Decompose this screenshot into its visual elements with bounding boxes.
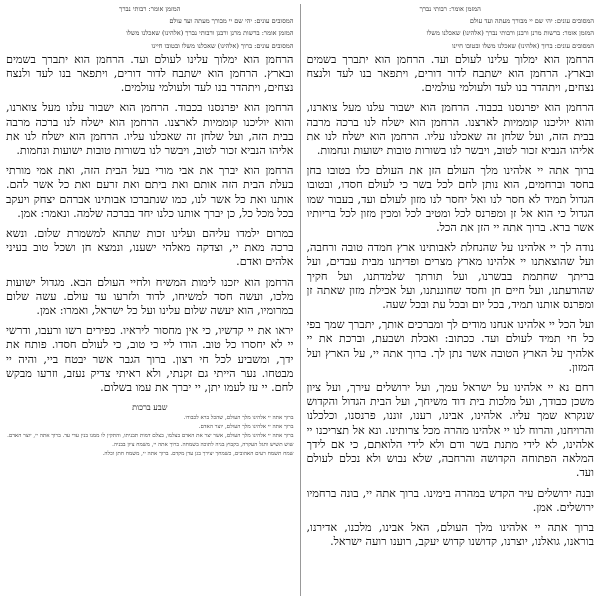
paragraph: ברוך אתה יי אלהינו מלך העולם, האל אבינו, מלכנו, אדירנו, בוראנו, גואלנו, יוצרנו, קדושנו קדוש יעקב, רוענו רועה ישראל. (306, 520, 594, 549)
paragraph: יראו את יי קדשיו, כי אין מחסור ליראיו. כפירים רשו ורעבו, ודרשי יי לא יחסרו כל טוב. הודו ליי כי טוב, כי לעולם חסדו. פותח את ידך, ומשביע לכל חי רצון. ברוך הגבר אשר יבטח ביי, והיה יי מבטחו. נער הייתי גם זקנתי, ולא ראיתי צדיק נעזב, וזרעו מבקש לחם. יי עז לעמו יתן, יי יברך את עמו בשלום. (6, 324, 294, 395)
response-blessed-line: המסובים עונים: ברוך (אלהינו) שאכלנו משלו ובטובו חיינו (452, 41, 594, 50)
response-line: המסובים עונים: יהי שם יי מבורך מעתה ועד עולם (169, 17, 294, 26)
paragraph: רחם נא יי אלהינו על ישראל עמך, ועל ירושלים עירך, ועל ציון משכן כבודך, ועל מלכות בית דוד משיחך, ועל הבית הגדול והקדוש שנקרא שמך עליו. אלהינו, אבינו, רענו, זוננו, פרנסנו, וכלכלנו והרויחנו, והרוח לנו יי אלהינו מהרה מכל צרותינו. ונא אל תצריכנו יי אלהינו, לא לידי מתנת בשר ודם ולא לידי הלואתם, כי אם לידך המלאה הפתוחה הקדושה והרחבה, שלא נבוש ולא נכלם לעולם ועד. (306, 381, 594, 480)
blessing-line: שמח תשמח רעים האהובים, כשמחך יצירך בגן עדן מקדם. ברוך אתה יי, משמח חתן וכלה. (102, 451, 294, 458)
paragraph: הרחמן הוא יברך את אבי מורי בעל הבית הזה, ואת אמי מורתי בעלת הבית הזה אותם ואת ביתם ואת זרעם ואת כל אשר להם. אותנו ואת כל אשר לנו, כמו שנתברכו אבותינו אברהם יצחק ויעקב בכל מכל כל, כן יברך אותנו כלנו יחד בברכה שלמה. ונאמר: אמן. (6, 164, 294, 220)
column-divider (300, 4, 301, 596)
column-right (307, 4, 595, 596)
column-left (6, 4, 294, 596)
paragraph: נודה לך יי אלהינו על שהנחלת לאבותינו ארץ חמדה טובה ורחבה, ועל שהוצאתנו יי אלהינו מארץ מצרים ופדיתנו מבית עבדים, ועל בריתך שחתמת בבשרנו, ועל תורתך שלמדתנו, ועל חקיך שהודעתנו, ועל חיים חן וחסד שחוננתנו, ועל אכילת מזון שאתה זן ומפרנס אותנו תמיד, בכל יום ובכל עת ובכל שעה. (306, 241, 594, 312)
paragraph: ועל הכל יי אלהינו אנחנו מודים לך ומברכים אותך, יתברך שמך בפי כל חי תמיד לעולם ועד. ככתוב: ואכלת ושבעת, וברכת את יי אלהיך על הארץ הטובה אשר נתן לך. ברוך אתה יי, על הארץ ועל המזון. (306, 318, 594, 374)
blessing-line: ברוך אתה יי אלהינו מלך העולם, אשר יצר את האדם בצלמו, בצלם דמות תבניתו, והתקין לו ממנו בנין עדי עד. ברוך אתה יי, יוצר האדם. (7, 433, 294, 440)
blessing-line: ברוך אתה יי אלהינו מלך העולם, יוצר האדם. (198, 424, 294, 431)
blessing-line: ברוך אתה יי אלהינו מלך העולם, שהכל ברא לכבודו. (183, 415, 294, 422)
section-heading: שבע ברכות (132, 403, 168, 413)
paragraph: במרום ילמדו עליהם ועלינו זכות שתהא למשמרת שלום. ונשא ברכה מאת יי, וצדקה מאלהי ישענו, ונמצא חן ושכל טוב בעיני אלהים ואדם. (6, 227, 294, 269)
paragraph: ובנה ירושלים עיר הקדש במהרה בימינו. ברוך אתה יי, בונה ברחמיו ירושלים. אמן. (306, 486, 594, 514)
leader-permission-line: המזמן אומר: ברשות מרנן ורבנן ורבותי נברך (אלהינו) שאכלנו משלו (126, 29, 294, 38)
paragraph: הרחמן הוא ימלוך עלינו לעולם ועד. הרחמן הוא יתברך בשמים ובארץ. הרחמן הוא ישתבח לדור דורים, ויתפאר בנו לעד ולנצח נצחים, ויתהדר בנו לעד ולעולמי עולמים. (306, 52, 594, 95)
blessing-line: שוש תשיש ותגל העקרה, בקבוץ בניה לתוכה בשמחה. ברוך אתה יי, משמח ציון בבניה. (112, 442, 294, 449)
leader-invitation-line: המזמן אומר: רבותי נברך (119, 5, 181, 13)
response-line: המסובים עונים: יהי שם יי מבורך מעתה ועד עולם (469, 17, 594, 26)
paragraph: הרחמן הוא יפרנסנו בכבוד. הרחמן הוא ישבור עלנו מעל צוארנו, והוא יוליכנו קוממיות לארצנו. הרחמן הוא ישלח לנו ברכה מרבה בבית הזה, ועל שלחן זה שאכלנו עליו. הרחמן הוא ישלח לנו את אליהו הנביא זכור לטוב, ויבשר לנו בשורות טובות ישועות ונחמות. (306, 101, 594, 158)
paragraph: הרחמן הוא יזכנו לימות המשיח ולחיי העולם הבא. מגדול ישועות מלכו, ועשה חסד למשיחו, לדוד ולזרעו עד עולם. עשה שלום במרומיו, הוא יעשה שלום עלינו ועל כל ישראל, ואמרו: אמן. (6, 275, 294, 318)
leader-permission-line: המזמן אומר: ברשות מרנן ורבנן ורבותי נברך (אלהינו) שאכלנו משלו (426, 29, 594, 38)
response-blessed-line: המסובים עונים: ברוך (אלהינו) שאכלנו משלו ובטובו חיינו (151, 41, 294, 50)
paragraph: הרחמן הוא ימלוך עלינו לעולם ועד. הרחמן הוא יתברך בשמים ובארץ. הרחמן הוא ישתבח לדור דורים, ויתפאר בנו לעד ולנצח נצחים, ויתהדר בנו לעד ולעולמי עולמים. (6, 52, 294, 95)
leader-invitation-line: המזמן אומר: רבותי נברך (419, 5, 481, 13)
paragraph: ברוך אתה יי אלהינו מלך העולם הזן את העולם כלו בטובו בחן בחסד וברחמים, הוא נותן לחם לכל בשר כי לעולם חסדו, ובטובו הגדול תמיד לא חסר לנו ואל יחסר לנו מזון לעולם ועד, בעבור שמו הגדול כי הוא אל זן ומפרנס לכל ומטיב לכל ומכין מזון לכל בריותיו אשר ברא. ברוך אתה יי הזן את הכל. (306, 164, 594, 235)
paragraph: הרחמן הוא יפרנסנו בכבוד. הרחמן הוא ישבור עלנו מעל צוארנו, והוא יוליכנו קוממיות לארצנו. הרחמן הוא ישלח לנו ברכה מרבה בבית הזה, ועל שלחן זה שאכלנו עליו. הרחמן הוא ישלח לנו את אליהו הנביא זכור לטוב, ויבשר לנו בשורות טובות ישועות ונחמות. (6, 101, 294, 158)
